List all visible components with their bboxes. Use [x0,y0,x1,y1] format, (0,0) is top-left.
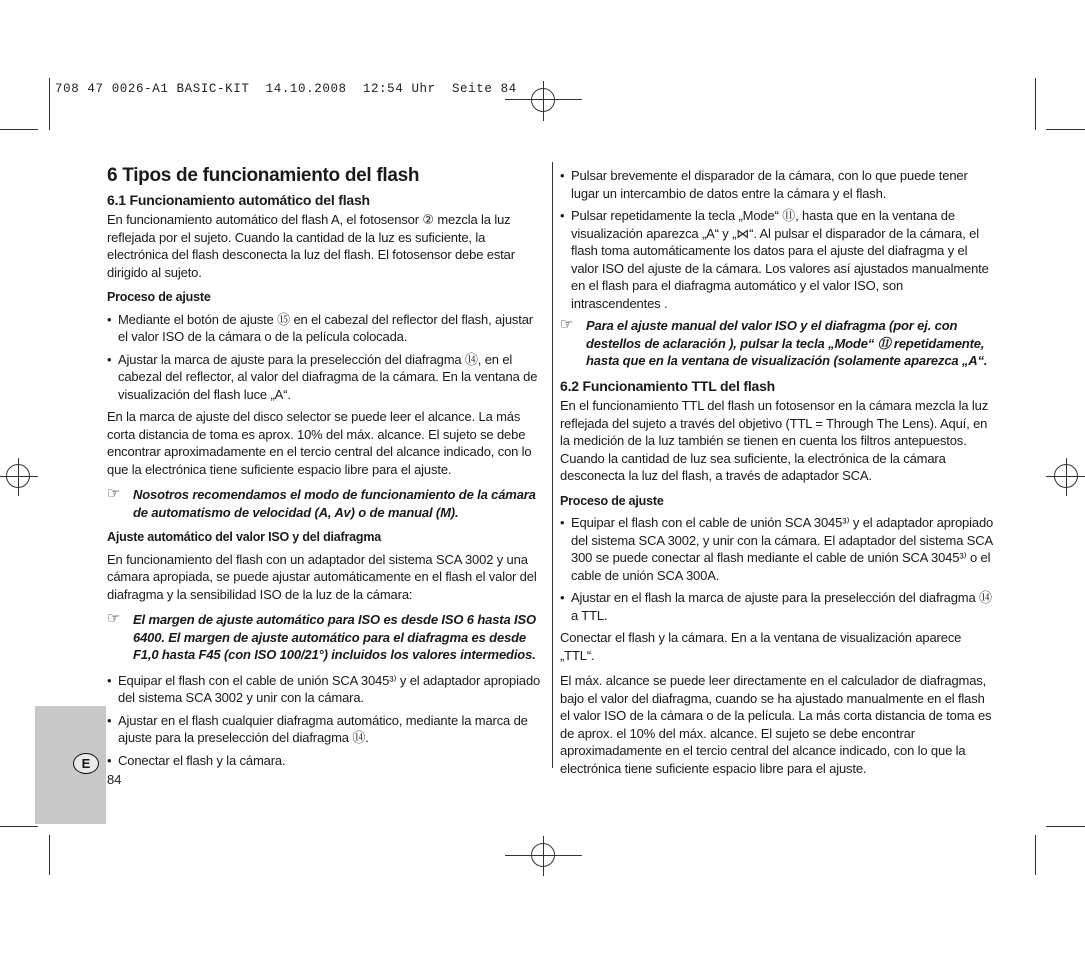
list-item-text: Ajustar en el flash la marca de ajuste para la preselección del diafragma ⑭ a TTL. [571,590,992,623]
list-item-text: Mediante el botón de ajuste ⑮ en el cabezal del reflector del flash, ajustar el valor ISO de la cámara o de la película colocada. [118,311,533,344]
paragraph: Conectar el flash y la cámara. En a la ventana de visualización aparece „TTL“. [560,630,962,663]
bullet-icon: • [107,351,112,367]
print-header: 708 47 0026-A1 BASIC-KIT 14.10.2008 12:54 Uhr Seite 84 [55,82,517,96]
language-badge: E [73,753,99,774]
bullet-icon: • [560,208,565,223]
section-heading: 6.2 Funcionamiento TTL del flash [560,377,776,394]
note-text: Nosotros recomendamos el modo de funcionamiento de la cámara de automatismo de velocidad (A, Av) o de manual (M). [133,487,536,520]
paragraph: En el funcionamiento TTL del flash un fotosensor en la cámara mezcla la luz reflejada del sujeto a través del objetivo (TTL = Through The Lens). Aquí, en la medición de la luz también se tienen en cuenta los filtros antepuestos. Cuando la cantidad de luz sea suficiente, la electrónica de la cámara desconecta la luz del flash, a través de adaptador SCA. [560,398,989,483]
bullet-icon: • [560,590,565,605]
list-item [560,207,996,312]
list-item [560,514,996,584]
list-item-text: Conectar el flash y la cámara. [118,752,286,768]
list-item [107,672,544,707]
list-item [107,311,544,346]
section-heading: 6.1 Funcionamiento automático del flash [107,191,370,208]
pointing-hand-icon: ☞ [107,610,121,627]
note [560,317,996,370]
bullet-icon: • [107,311,112,327]
right-column [560,167,996,785]
bullet-icon: • [107,752,112,768]
paragraph: En la marca de ajuste del disco selector se puede leer el alcance. La más corta distancia de toma es aprox. 10% del máx. alcance. El sujeto se debe encontrar aproximadamente en el tercio central del alcance indicado, con lo que la electrónica tiene suficiente espacio libre para el ajuste. [107,409,532,477]
list-item-text: Pulsar brevemente el disparador de la cámara, con lo que puede tener lugar un intercambio de datos entre la cámara y el flash. [571,168,968,201]
list-item-text: Ajustar en el flash cualquier diafragma automático, mediante la marca de ajuste para la preselección del diafragma ⑭. [118,712,528,745]
subheading: Ajuste automático del valor ISO y del diafragma [107,530,382,544]
list-item [560,167,996,202]
list-item [107,752,544,770]
list-item [107,351,544,404]
paragraph: El máx. alcance se puede leer directamente en el calculador de diafragmas, bajo el valor del diafragma, cuando se ha ajustado manualmente en el flash el valor ISO de la cámara o de la película. La más corta distancia de toma es de aprox. el 10% del máx. alcance. El sujeto se debe encontrar aproximadamente en el tercio central del alcance indicado, con lo que la electrónica tiene suficiente espacio libre para el ajuste. [560,673,992,776]
bullet-icon: • [560,168,565,183]
list-item-text: Ajustar la marca de ajuste para la preselección del diafragma ⑭, en el cabezal del reflector, al valor del diafragma de la cámara. En la ventana de visualización del flash luce „A“. [118,351,538,402]
subheading: Proceso de ajuste [560,493,664,508]
pointing-hand-icon: ☞ [560,316,574,333]
page-number: 84 [107,772,122,787]
paragraph: En funcionamiento automático del flash A, el fotosensor ② mezcla la luz reflejada por el sujeto. Cuando la cantidad de la luz es suficiente, la electrónica del flash desconecta la luz del flash. El fotosensor debe estar dirigido al sujeto. [107,212,515,280]
list-item-text: Equipar el flash con el cable de unión SCA 3045³⁾ y el adaptador apropiado del sistema SCA 3002 y unir con la cámara. [118,672,541,705]
bullet-icon: • [560,515,565,530]
bullet-icon: • [107,712,112,728]
bullet-icon: • [107,672,112,688]
note-text: El margen de ajuste automático para ISO es desde ISO 6 hasta ISO 6400. El margen de ajuste automático para el diafragma es desde F1,0 hasta F45 (con ISO 100/21°) incluidos los valores intermedios. [133,612,536,662]
paragraph: En funcionamiento del flash con un adaptador del sistema SCA 3002 y una cámara apropiada, se puede ajustar automáticamente en el flash el valor del diafragma y la sensibilidad ISO de la luz de la cámara: [107,551,537,602]
page-title: 6 Tipos de funcionamiento del flash [107,165,420,186]
subheading: Proceso de ajuste [107,290,211,304]
note [107,486,544,521]
note-text: Para el ajuste manual del valor ISO y el diafragma (por ej. con destellos de aclaración ), pulsar la tecla „Mode“ ⑪ repetidamente, hasta que en la ventana de visualización (solamente aparezca „A“. [586,318,988,368]
list-item-text: Pulsar repetidamente la tecla „Mode“ ⑪, hasta que en la ventana de visualización aparezca „A“ y „⋈“. Al pulsar el disparador de la cámara, el flash toma automáticamente los datos para el ajuste del diafragma y el valor ISO del ajuste de la cámara. Los valores así ajustados manualmente en el flash para el diafragma automático y el valor ISO, son intrascendentes . [571,208,989,311]
column-divider [552,162,553,768]
list-item-text: Equipar el flash con el cable de unión SCA 3045³⁾ y el adaptador apropiado del sistema SCA 3002, y unir con la cámara. El adaptador del sistema SCA 300 se puede conectar al flash mediante el cable de unión SCA 3045³⁾ o el cable de unión SCA 300A. [571,515,994,583]
list-item [107,712,544,747]
note [107,611,544,664]
list-item [560,589,996,624]
left-column [107,167,544,774]
pointing-hand-icon: ☞ [107,485,121,502]
